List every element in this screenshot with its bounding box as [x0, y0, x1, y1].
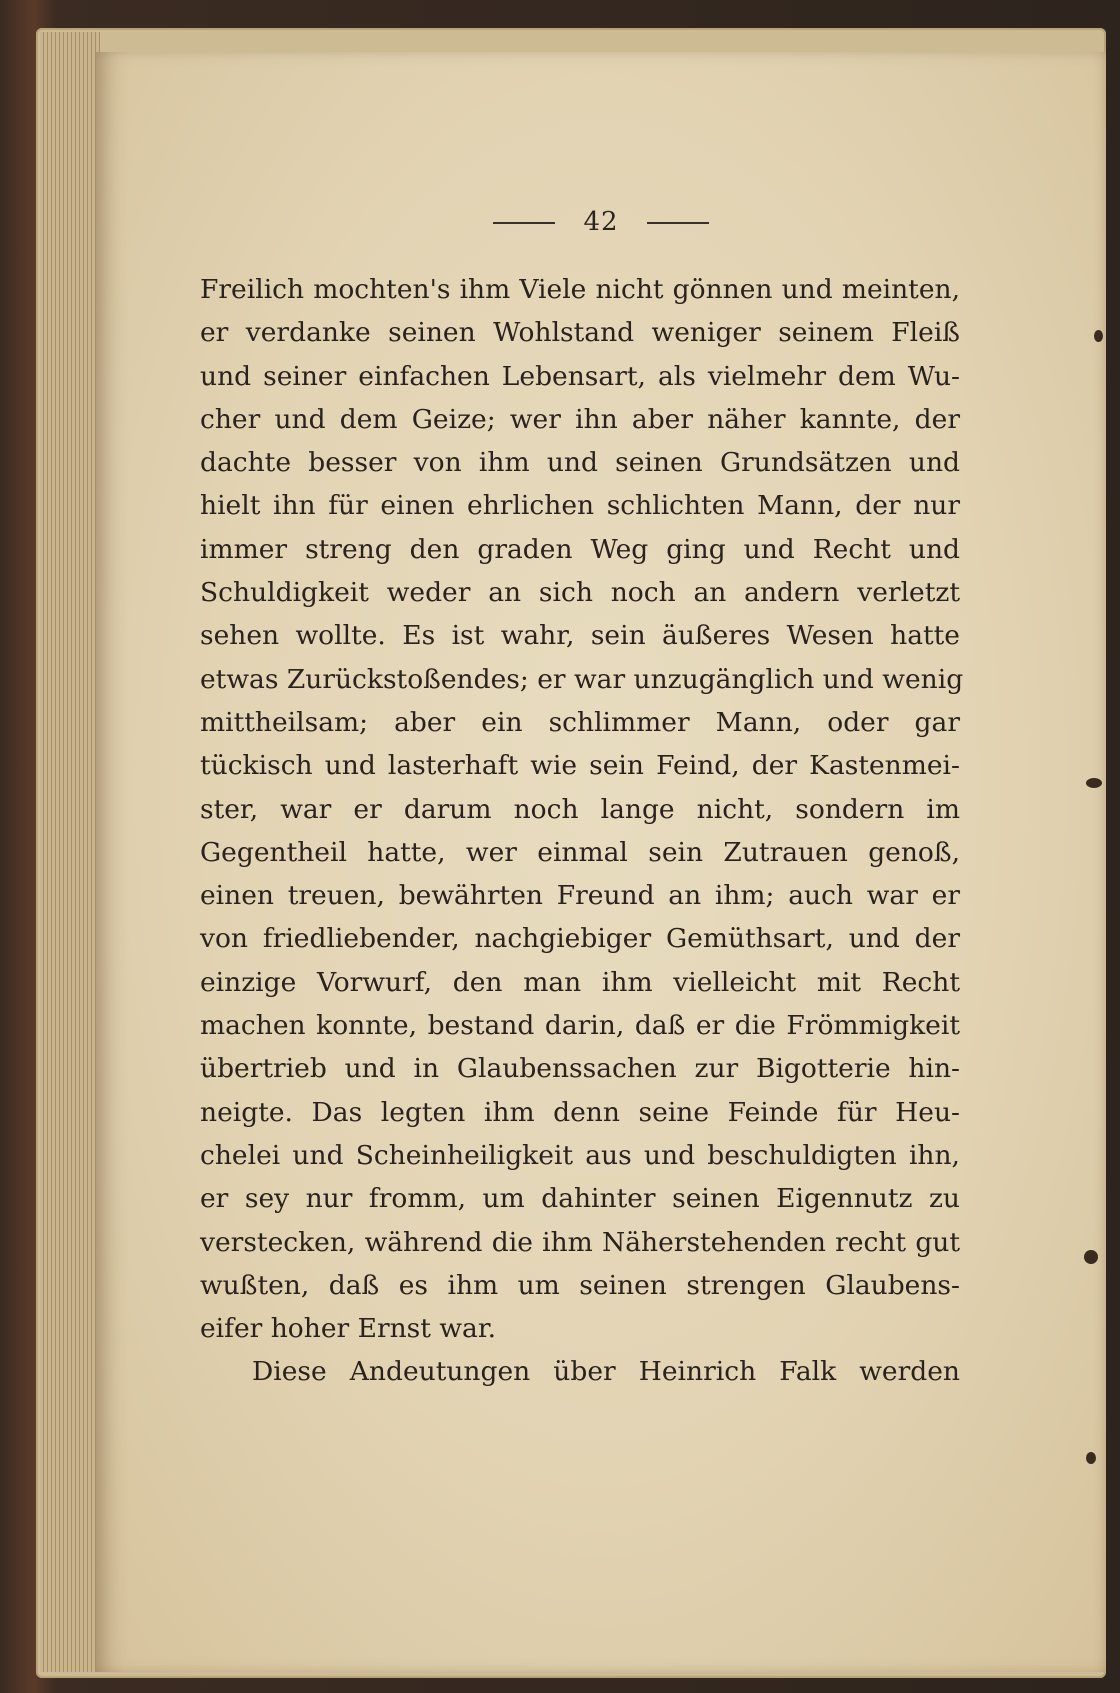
text-line: übertrieb und in Glaubenssachen zur Bigotterie hin-: [200, 1053, 960, 1085]
page-number: 42: [583, 207, 619, 237]
text-line: einen treuen, bewährten Freund an ihm; auch war er: [200, 880, 960, 912]
text-line: cher und dem Geize; wer ihn aber näher kannte, der: [200, 403, 960, 435]
text-line: er verdanke seinen Wohlstand weniger seinem Fleiß: [200, 317, 960, 349]
paper-speck: [1084, 1250, 1098, 1264]
paper-speck: [1086, 778, 1102, 788]
text-line: etwas Zurückstoßendes; er war unzugänglich und wenig: [200, 663, 964, 695]
text-line: neigte. Das legten ihm denn seine Feinde für Heu-: [200, 1096, 960, 1128]
text-line: von friedliebender, nachgiebiger Gemüthsart, und der: [200, 923, 960, 955]
text-line: mittheilsam; aber ein schlimmer Mann, oder gar: [200, 706, 960, 738]
text-line: Gegentheil hatte, wer einmal sein Zutrauen genoß,: [200, 836, 960, 868]
text-line: und seiner einfachen Lebensart, als vielmehr dem Wu-: [200, 360, 960, 392]
text-line: dachte besser von ihm und seinen Grundsätzen und: [200, 447, 960, 479]
text-line: Diese Andeutungen über Heinrich Falk werden: [252, 1356, 960, 1388]
text-line: er sey nur fromm, um dahinter seinen Eigennutz zu: [200, 1183, 960, 1215]
text-line: machen konnte, bestand darin, daß er die Frömmigkeit: [200, 1010, 960, 1042]
text-line: ster, war er darum noch lange nicht, sondern im: [200, 793, 960, 825]
text-line: verstecken, während die ihm Näherstehenden recht gut: [200, 1226, 960, 1258]
text-line: chelei und Scheinheiligkeit aus und beschuldigten ihn,: [200, 1139, 960, 1171]
page-number-header: [96, 207, 1106, 237]
text-line: hielt ihn für einen ehrlichen schlichten Mann, der nur: [200, 490, 960, 522]
page-edges: [40, 32, 100, 1672]
page-body-text: [200, 268, 964, 1394]
paper-speck: [1094, 330, 1103, 342]
text-line: wußten, daß es ihm um seinen strengen Glaubens-: [200, 1269, 960, 1301]
text-line: Schuldigkeit weder an sich noch an andern verletzt: [200, 577, 960, 609]
text-line: Freilich mochten's ihm Viele nicht gönnen und meinten,: [200, 274, 960, 305]
text-line: eifer hoher Ernst war.: [200, 1313, 497, 1345]
text-line: immer streng den graden Weg ging und Recht und: [200, 533, 960, 565]
text-line: einzige Vorwurf, den man ihm vielleicht mit Recht: [200, 966, 960, 998]
text-line: tückisch und lasterhaft wie sein Feind, der Kastenmei-: [200, 750, 960, 782]
book-page: [96, 52, 1106, 1672]
paper-speck: [1086, 1452, 1096, 1464]
right-rule: [647, 222, 709, 224]
text-line: sehen wollte. Es ist wahr, sein äußeres Wesen hatte: [200, 620, 960, 652]
left-rule: [493, 222, 555, 224]
